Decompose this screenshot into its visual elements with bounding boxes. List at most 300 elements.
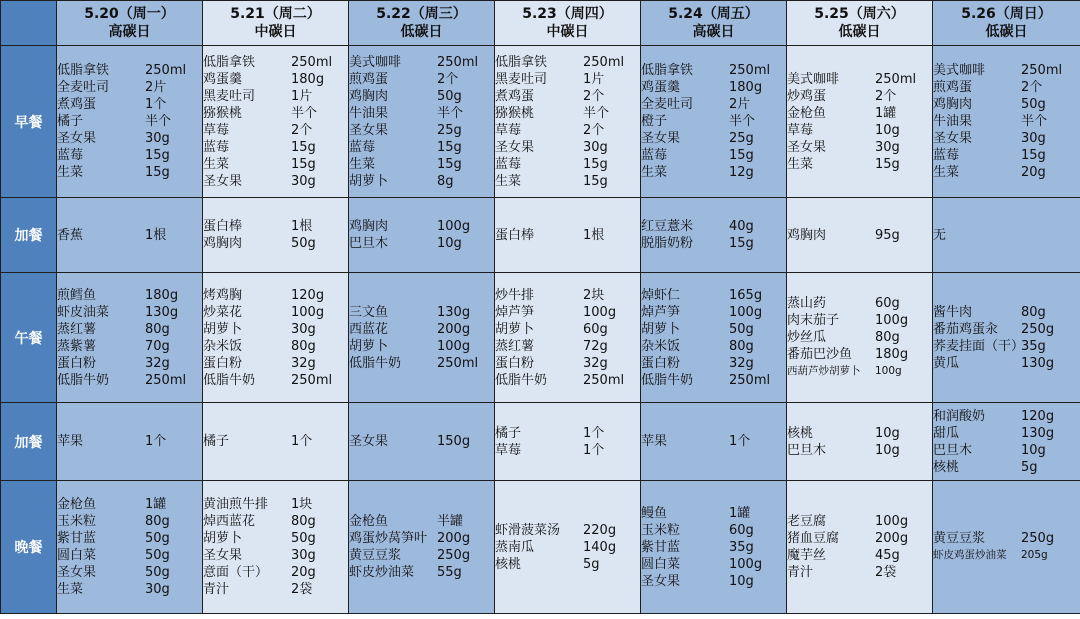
food-amount: 10g bbox=[1021, 442, 1046, 458]
food-name: 圣女果 bbox=[203, 173, 243, 189]
food-name: 猕猴桃 bbox=[203, 105, 243, 121]
food-name: 低脂拿铁 bbox=[641, 63, 694, 78]
food-name: 金枪鱼 bbox=[57, 497, 97, 512]
meal-cell bbox=[787, 198, 933, 273]
food-item bbox=[933, 338, 1080, 355]
food-item bbox=[933, 147, 1080, 164]
meal-row bbox=[1, 198, 1080, 273]
food-amount: 100g bbox=[875, 365, 902, 377]
food-item bbox=[57, 321, 202, 338]
food-item bbox=[203, 338, 348, 355]
food-amount: 50g bbox=[291, 236, 316, 251]
day-date: 5.24（周五） bbox=[668, 6, 759, 22]
food-name: 青汁 bbox=[787, 565, 814, 580]
food-item bbox=[203, 287, 348, 304]
food-item bbox=[203, 433, 348, 450]
food-amount: 1个 bbox=[291, 434, 313, 449]
meal-cell bbox=[787, 481, 933, 614]
food-item bbox=[203, 564, 348, 581]
food-amount: 20g bbox=[1021, 165, 1046, 180]
food-item bbox=[203, 581, 348, 598]
food-item bbox=[933, 130, 1080, 147]
food-name: 低脂拿铁 bbox=[203, 54, 256, 70]
food-item bbox=[349, 122, 494, 139]
food-amount: 2个 bbox=[583, 122, 605, 138]
food-amount: 250ml bbox=[145, 372, 187, 388]
food-name: 煮鸡蛋 bbox=[57, 97, 97, 112]
food-name: 肉末茄子 bbox=[787, 313, 840, 328]
food-name: 巴旦木 bbox=[349, 236, 389, 251]
food-amount: 80g bbox=[875, 330, 900, 345]
food-amount: 130g bbox=[437, 304, 471, 320]
food-amount: 220g bbox=[583, 522, 617, 538]
food-name: 圣女果 bbox=[57, 565, 97, 580]
day-header bbox=[57, 1, 203, 46]
food-item bbox=[203, 105, 348, 122]
food-amount: 250g bbox=[1021, 531, 1055, 546]
food-item bbox=[495, 425, 640, 442]
food-item bbox=[787, 312, 932, 329]
food-name: 焯芦笋 bbox=[495, 304, 535, 320]
food-item bbox=[641, 573, 786, 590]
food-amount: 1罐 bbox=[729, 505, 751, 521]
food-name: 西蓝花 bbox=[349, 321, 389, 337]
food-item bbox=[787, 295, 932, 312]
food-name: 圣女果 bbox=[495, 139, 535, 155]
food-amount: 55g bbox=[437, 565, 462, 580]
food-item bbox=[349, 564, 494, 581]
day-date: 5.21（周二） bbox=[230, 6, 321, 22]
meal-cell bbox=[57, 481, 203, 614]
food-name: 圣女果 bbox=[203, 548, 243, 563]
food-name: 蛋白粉 bbox=[495, 355, 535, 371]
meal-cell bbox=[641, 198, 787, 273]
food-amount: 45g bbox=[875, 548, 900, 563]
food-amount: 250g bbox=[437, 548, 471, 563]
food-item bbox=[641, 372, 786, 389]
food-name: 蛋白粉 bbox=[203, 355, 243, 371]
food-name: 橙子 bbox=[641, 114, 668, 129]
food-item bbox=[787, 346, 932, 363]
food-item bbox=[495, 442, 640, 459]
food-item bbox=[495, 139, 640, 156]
food-name: 圣女果 bbox=[641, 573, 681, 589]
food-item bbox=[349, 105, 494, 122]
food-name: 香蕉 bbox=[57, 227, 84, 243]
food-amount: 100g bbox=[583, 304, 617, 320]
food-amount: 2片 bbox=[145, 80, 167, 95]
food-item bbox=[933, 408, 1080, 425]
food-amount: 250ml bbox=[583, 372, 625, 388]
food-name: 甜瓜 bbox=[933, 425, 960, 441]
food-name: 黄油煎牛排 bbox=[203, 497, 269, 512]
food-item bbox=[57, 564, 202, 581]
food-name: 蒸南瓜 bbox=[495, 539, 535, 555]
food-item bbox=[933, 459, 1080, 476]
food-item bbox=[57, 96, 202, 113]
food-amount: 30g bbox=[291, 173, 316, 189]
food-amount: 1罐 bbox=[875, 105, 897, 121]
food-item bbox=[787, 88, 932, 105]
food-amount: 250ml bbox=[1021, 63, 1063, 78]
food-item bbox=[349, 355, 494, 372]
food-name: 橘子 bbox=[495, 425, 522, 441]
food-item bbox=[57, 530, 202, 547]
food-amount: 半个 bbox=[145, 114, 172, 129]
food-amount: 250ml bbox=[145, 63, 187, 78]
food-amount: 30g bbox=[291, 548, 316, 563]
food-amount: 5g bbox=[583, 556, 600, 572]
meal-cell bbox=[349, 481, 495, 614]
food-item bbox=[495, 304, 640, 321]
food-name: 玉米粒 bbox=[57, 514, 97, 529]
food-item bbox=[641, 321, 786, 338]
food-item bbox=[787, 425, 932, 442]
food-name: 巴旦木 bbox=[933, 442, 973, 458]
food-amount: 30g bbox=[145, 131, 170, 146]
meal-cell bbox=[641, 273, 787, 403]
food-amount: 30g bbox=[1021, 131, 1046, 146]
food-amount: 100g bbox=[729, 556, 763, 572]
food-item bbox=[933, 96, 1080, 113]
food-amount: 10g bbox=[875, 425, 900, 441]
food-name: 杂米饭 bbox=[641, 338, 681, 354]
food-item bbox=[787, 105, 932, 122]
food-item bbox=[787, 156, 932, 173]
food-item bbox=[495, 227, 640, 244]
food-item bbox=[203, 496, 348, 513]
header-row bbox=[1, 1, 1080, 46]
food-amount: 250ml bbox=[291, 372, 333, 388]
meal-cell bbox=[203, 481, 349, 614]
food-item bbox=[933, 79, 1080, 96]
food-amount: 80g bbox=[291, 514, 316, 529]
food-amount: 1根 bbox=[583, 227, 605, 243]
food-name: 虾皮鸡蛋炒油菜 bbox=[933, 549, 1007, 561]
food-name: 蛋白粉 bbox=[641, 355, 681, 371]
food-amount bbox=[1021, 227, 1080, 244]
meal-cell bbox=[495, 481, 641, 614]
food-item bbox=[203, 218, 348, 235]
food-item bbox=[349, 173, 494, 190]
food-name: 低脂拿铁 bbox=[57, 63, 110, 78]
food-name: 黄瓜 bbox=[933, 355, 960, 371]
food-amount: 8g bbox=[437, 173, 454, 189]
food-name: 生菜 bbox=[787, 156, 814, 172]
food-name: 无 bbox=[933, 227, 947, 243]
food-item bbox=[933, 113, 1080, 130]
food-item bbox=[495, 122, 640, 139]
food-name: 蓝莓 bbox=[203, 139, 230, 155]
food-name: 黄豆豆浆 bbox=[933, 531, 986, 546]
food-name: 蓝莓 bbox=[495, 156, 522, 172]
food-item bbox=[787, 530, 932, 547]
food-name: 鸡胸肉 bbox=[787, 227, 827, 243]
day-date: 5.26（周日） bbox=[961, 6, 1052, 22]
food-amount: 60g bbox=[875, 296, 900, 311]
meal-label: 午餐 bbox=[1, 273, 57, 403]
food-amount: 120g bbox=[1021, 408, 1055, 424]
food-name: 胡萝卜 bbox=[203, 321, 243, 337]
meal-cell bbox=[933, 46, 1080, 198]
food-name: 荞麦挂面（干） bbox=[933, 338, 1025, 354]
food-item bbox=[641, 147, 786, 164]
food-amount: 2个 bbox=[583, 88, 605, 104]
food-name: 生菜 bbox=[57, 582, 84, 597]
food-item bbox=[57, 338, 202, 355]
food-amount: 80g bbox=[729, 338, 754, 354]
food-name: 蓝莓 bbox=[641, 148, 668, 163]
food-name: 胡萝卜 bbox=[203, 531, 243, 546]
food-amount: 250ml bbox=[437, 355, 479, 371]
food-item bbox=[787, 513, 932, 530]
food-amount: 1个 bbox=[145, 434, 167, 449]
food-name: 黑麦吐司 bbox=[203, 88, 256, 104]
meal-cell bbox=[641, 481, 787, 614]
food-amount: 200g bbox=[437, 321, 471, 337]
food-amount: 72g bbox=[583, 338, 608, 354]
food-amount: 165g bbox=[729, 287, 763, 303]
food-item bbox=[57, 79, 202, 96]
food-amount: 50g bbox=[145, 565, 170, 580]
food-amount: 15g bbox=[291, 156, 316, 172]
food-amount: 50g bbox=[437, 88, 462, 104]
food-item bbox=[57, 513, 202, 530]
food-name: 黄豆豆浆 bbox=[349, 548, 402, 563]
food-item bbox=[57, 496, 202, 513]
food-item bbox=[203, 547, 348, 564]
food-amount: 30g bbox=[291, 321, 316, 337]
food-amount: 40g bbox=[729, 219, 754, 234]
meal-cell bbox=[933, 273, 1080, 403]
food-item bbox=[787, 71, 932, 88]
carb-day-type: 低碳日 bbox=[985, 24, 1028, 40]
food-name: 猪血豆腐 bbox=[787, 531, 840, 546]
food-item bbox=[641, 164, 786, 181]
food-item bbox=[495, 287, 640, 304]
food-amount: 15g bbox=[437, 139, 462, 155]
food-item bbox=[57, 581, 202, 598]
food-name: 猕猴桃 bbox=[495, 105, 535, 121]
food-name: 低脂牛奶 bbox=[203, 372, 256, 388]
meal-cell bbox=[933, 198, 1080, 273]
food-amount: 60g bbox=[583, 321, 608, 337]
food-name: 圣女果 bbox=[349, 122, 389, 138]
food-item bbox=[203, 355, 348, 372]
food-name: 蛋白棒 bbox=[495, 227, 535, 243]
food-item bbox=[57, 147, 202, 164]
food-item bbox=[349, 513, 494, 530]
food-item bbox=[641, 79, 786, 96]
food-item bbox=[787, 564, 932, 581]
food-amount: 32g bbox=[583, 355, 608, 371]
food-item bbox=[203, 235, 348, 252]
food-item bbox=[787, 329, 932, 346]
meal-cell bbox=[349, 403, 495, 481]
food-amount: 30g bbox=[875, 139, 900, 155]
food-item bbox=[57, 547, 202, 564]
food-item bbox=[495, 321, 640, 338]
food-amount: 80g bbox=[145, 514, 170, 529]
food-amount: 15g bbox=[875, 156, 900, 172]
food-amount: 50g bbox=[145, 531, 170, 546]
food-item bbox=[641, 338, 786, 355]
food-item bbox=[495, 539, 640, 556]
food-item bbox=[203, 173, 348, 190]
food-item bbox=[57, 130, 202, 147]
food-item bbox=[495, 105, 640, 122]
food-amount: 150g bbox=[437, 434, 471, 449]
meal-cell bbox=[641, 403, 787, 481]
meal-cell bbox=[57, 273, 203, 403]
food-item bbox=[349, 338, 494, 355]
food-name: 蒸紫薯 bbox=[57, 338, 97, 354]
food-amount: 250ml bbox=[875, 71, 917, 87]
food-amount: 15g bbox=[583, 173, 608, 189]
food-amount: 1根 bbox=[145, 227, 167, 243]
food-amount: 2个 bbox=[437, 71, 459, 87]
food-name: 烤鸡胸 bbox=[203, 287, 243, 303]
food-name: 西葫芦炒胡萝卜 bbox=[787, 365, 861, 377]
food-name: 鸡蛋羹 bbox=[203, 71, 243, 87]
food-name: 煎鸡蛋 bbox=[349, 71, 389, 87]
food-name: 圣女果 bbox=[349, 434, 389, 449]
food-amount: 1根 bbox=[291, 219, 313, 234]
food-amount: 120g bbox=[291, 287, 325, 303]
food-name: 炒丝瓜 bbox=[787, 330, 827, 345]
food-amount: 200g bbox=[437, 531, 471, 546]
food-item bbox=[933, 355, 1080, 372]
food-name: 低脂牛奶 bbox=[641, 372, 694, 388]
food-name: 胡萝卜 bbox=[349, 173, 389, 189]
food-amount: 25g bbox=[729, 131, 754, 146]
food-name: 金枪鱼 bbox=[349, 514, 389, 529]
food-name: 煮鸡蛋 bbox=[495, 88, 535, 104]
food-name: 美式咖啡 bbox=[933, 63, 986, 78]
food-item bbox=[57, 227, 202, 244]
food-amount: 250ml bbox=[729, 372, 771, 388]
food-amount: 50g bbox=[145, 548, 170, 563]
food-item bbox=[57, 287, 202, 304]
meal-cell bbox=[349, 273, 495, 403]
meal-cell bbox=[57, 46, 203, 198]
food-item bbox=[787, 227, 932, 244]
food-name: 番茄鸡蛋汆 bbox=[933, 321, 999, 337]
food-item bbox=[495, 54, 640, 71]
food-item bbox=[57, 62, 202, 79]
food-name: 全麦吐司 bbox=[57, 80, 110, 95]
food-name: 紫甘蓝 bbox=[57, 531, 97, 546]
food-name: 核桃 bbox=[787, 425, 814, 441]
meal-cell bbox=[787, 403, 933, 481]
food-item bbox=[787, 547, 932, 564]
food-name: 美式咖啡 bbox=[787, 71, 840, 87]
food-name: 鸡胸肉 bbox=[933, 97, 973, 112]
food-item bbox=[495, 338, 640, 355]
food-item bbox=[787, 139, 932, 156]
food-amount: 1片 bbox=[291, 88, 313, 104]
food-item bbox=[57, 372, 202, 389]
day-date: 5.25（周六） bbox=[814, 6, 905, 22]
meal-row bbox=[1, 403, 1080, 481]
food-name: 美式咖啡 bbox=[349, 54, 402, 70]
food-name: 焯西蓝花 bbox=[203, 514, 256, 529]
food-item bbox=[203, 139, 348, 156]
food-amount: 100g bbox=[437, 219, 471, 234]
food-item bbox=[349, 156, 494, 173]
food-amount: 32g bbox=[291, 355, 316, 371]
food-name: 苹果 bbox=[641, 434, 668, 449]
food-name: 圣女果 bbox=[933, 131, 973, 146]
food-name: 生菜 bbox=[349, 156, 376, 172]
food-item bbox=[203, 54, 348, 71]
meal-label: 加餐 bbox=[1, 403, 57, 481]
meal-cell bbox=[933, 481, 1080, 614]
food-amount: 140g bbox=[583, 539, 617, 555]
food-item bbox=[495, 156, 640, 173]
food-item bbox=[495, 173, 640, 190]
food-name: 蒸红薯 bbox=[57, 321, 97, 337]
food-item bbox=[641, 304, 786, 321]
food-name: 紫甘蓝 bbox=[641, 539, 681, 555]
food-item bbox=[641, 130, 786, 147]
food-item bbox=[933, 547, 1080, 564]
food-item bbox=[641, 62, 786, 79]
food-amount: 2片 bbox=[729, 97, 751, 112]
food-amount: 半个 bbox=[729, 114, 756, 129]
food-amount: 1个 bbox=[583, 442, 605, 458]
food-amount: 10g bbox=[729, 573, 754, 589]
food-amount: 15g bbox=[729, 148, 754, 163]
food-item bbox=[787, 122, 932, 139]
food-item bbox=[495, 71, 640, 88]
food-name: 杂米饭 bbox=[203, 338, 243, 354]
food-item bbox=[787, 442, 932, 459]
food-name: 鳗鱼 bbox=[641, 505, 668, 521]
food-item bbox=[349, 321, 494, 338]
food-name: 圆白菜 bbox=[57, 548, 97, 563]
food-name: 全麦吐司 bbox=[641, 97, 694, 112]
food-amount: 130g bbox=[1021, 425, 1055, 441]
food-amount: 50g bbox=[1021, 97, 1046, 112]
food-name: 蒸红薯 bbox=[495, 338, 535, 354]
food-amount: 半罐 bbox=[437, 514, 464, 529]
meal-label: 早餐 bbox=[1, 46, 57, 198]
food-name: 炒鸡蛋 bbox=[787, 88, 827, 104]
food-item bbox=[349, 235, 494, 252]
food-item bbox=[203, 513, 348, 530]
food-amount: 15g bbox=[437, 156, 462, 172]
food-item bbox=[495, 522, 640, 539]
food-name: 鸡胸肉 bbox=[203, 236, 243, 251]
food-item bbox=[57, 304, 202, 321]
food-amount: 半个 bbox=[437, 105, 464, 121]
food-amount: 100g bbox=[291, 304, 325, 320]
food-name: 番茄巴沙鱼 bbox=[787, 347, 853, 362]
food-item bbox=[641, 505, 786, 522]
food-name: 生菜 bbox=[57, 165, 84, 180]
meal-row bbox=[1, 481, 1080, 614]
day-header bbox=[933, 1, 1080, 46]
food-item bbox=[933, 321, 1080, 338]
day-header bbox=[641, 1, 787, 46]
food-name: 鸡胸肉 bbox=[349, 219, 389, 234]
food-amount: 100g bbox=[875, 313, 909, 328]
meal-cell bbox=[495, 198, 641, 273]
food-item bbox=[933, 304, 1080, 321]
food-item bbox=[203, 122, 348, 139]
food-amount: 250g bbox=[1021, 321, 1055, 337]
